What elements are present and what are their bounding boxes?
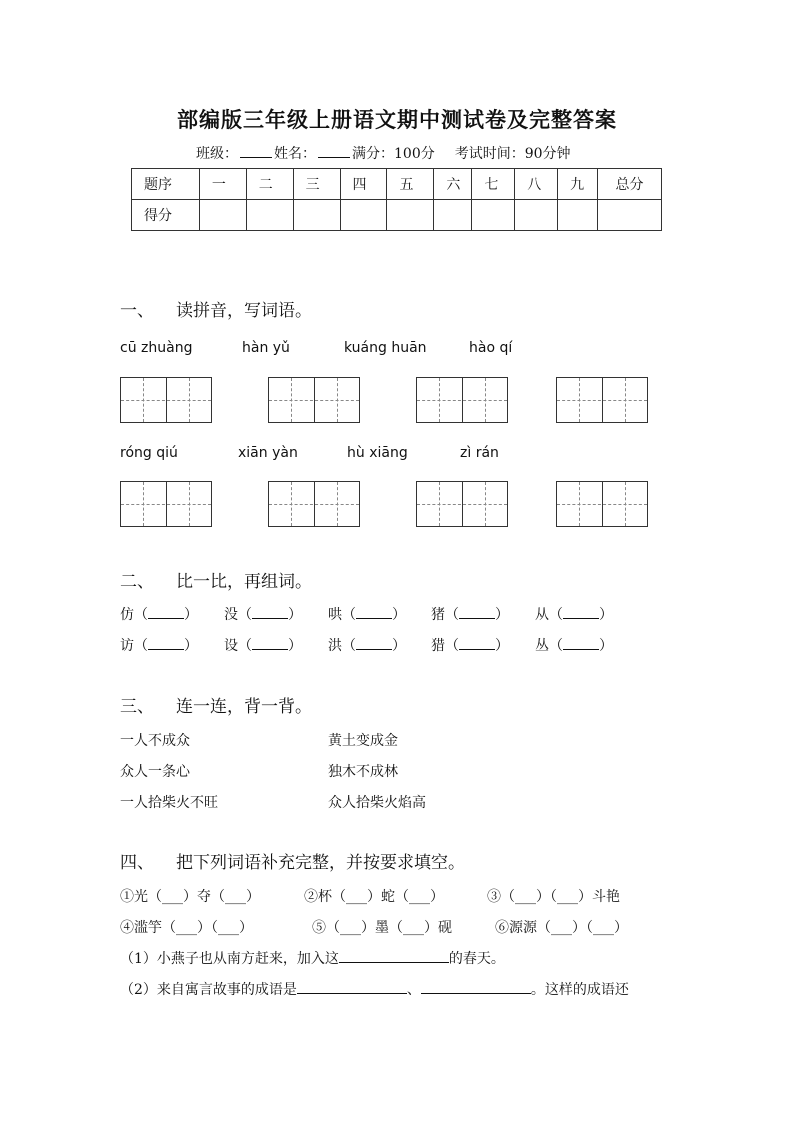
answer-blank[interactable] [421, 981, 531, 994]
score-cell[interactable] [293, 200, 340, 231]
writing-grid[interactable] [556, 481, 648, 527]
student-info-line [196, 143, 571, 163]
match-right-item[interactable]: 独木不成林 [328, 764, 398, 780]
section-1-heading [120, 296, 312, 321]
score-table-header-row [132, 169, 662, 200]
answer-blank[interactable] [459, 606, 495, 619]
compare-item: 访（ ） [120, 638, 198, 654]
score-header-cell: 五 [387, 169, 434, 200]
score-cell[interactable] [558, 200, 598, 231]
writing-grid[interactable] [120, 377, 212, 423]
score-cell[interactable] [387, 200, 434, 231]
score-header-cell: 六 [434, 169, 472, 200]
score-row-label: 得分 [132, 200, 200, 231]
answer-blank[interactable] [148, 637, 184, 650]
section-3-title: 连一连，背一背。 [176, 697, 312, 717]
compare-item: 猪（ ） [431, 607, 509, 623]
compare-item: 丛（ ） [535, 638, 613, 654]
section-2-heading [120, 567, 312, 592]
compare-item: 猎（ ） [431, 638, 509, 654]
section-3-number: 三、 [120, 697, 154, 717]
score-cell[interactable] [434, 200, 472, 231]
score-cell[interactable] [472, 200, 515, 231]
score-table-score-row [132, 200, 662, 231]
match-right-item[interactable]: 黄土变成金 [328, 733, 398, 749]
score-cell[interactable] [515, 200, 558, 231]
match-right-item[interactable]: 众人拾柴火焰高 [328, 795, 426, 811]
pinyin-label: zì rán [460, 445, 499, 461]
answer-blank[interactable] [148, 606, 184, 619]
match-left-item[interactable]: 众人一条心 [120, 764, 190, 780]
compare-item: 设（ ） [224, 638, 302, 654]
score-header-cell: 七 [472, 169, 515, 200]
page-title: 部编版三年级上册语文期中测试卷及完整答案 [177, 107, 617, 132]
pinyin-label: xiān yàn [238, 445, 298, 461]
compare-item: 洪（ ） [328, 638, 406, 654]
pinyin-label: cū zhuàng [120, 340, 193, 356]
section-4-heading [120, 848, 465, 873]
answer-blank[interactable] [356, 637, 392, 650]
answer-blank[interactable] [252, 637, 288, 650]
compare-item: 哄（ ） [328, 607, 406, 623]
idiom-fill-item[interactable]: ③（___）（___）斗艳 [487, 889, 620, 905]
writing-grid[interactable] [268, 481, 360, 527]
score-table [131, 168, 662, 231]
pinyin-label: hù xiāng [347, 445, 408, 461]
score-header-cell: 一 [199, 169, 246, 200]
match-left-item[interactable]: 一人不成众 [120, 733, 190, 749]
class-label: 班级： [196, 146, 238, 162]
pinyin-label: hàn yǔ [242, 340, 290, 356]
score-header-cell: 四 [340, 169, 387, 200]
question-1: （1）小燕子也从南方赶来，加入这 的春天。 [120, 951, 505, 967]
idiom-fill-item[interactable]: ④滥竽（___）（___） [120, 920, 253, 936]
idiom-fill-item[interactable]: ②杯（___）蛇（___） [304, 889, 444, 905]
compare-item: 仿（ ） [120, 607, 198, 623]
idiom-fill-item[interactable]: ⑥源源（___）（___） [495, 920, 628, 936]
score-header-cell: 九 [558, 169, 598, 200]
score-header-cell: 三 [293, 169, 340, 200]
compare-item: 从（ ） [535, 607, 613, 623]
answer-blank[interactable] [459, 637, 495, 650]
answer-blank[interactable] [563, 606, 599, 619]
score-cell[interactable] [246, 200, 293, 231]
score-header-cell: 八 [515, 169, 558, 200]
writing-grid[interactable] [556, 377, 648, 423]
class-blank[interactable] [240, 145, 272, 158]
section-2-number: 二、 [120, 572, 154, 592]
idiom-fill-item[interactable]: ⑤（___）墨（___）砚 [312, 920, 452, 936]
section-1-number: 一、 [120, 301, 154, 321]
score-cell[interactable] [340, 200, 387, 231]
section-4-title: 把下列词语补充完整，并按要求填空。 [176, 853, 465, 873]
section-2-title: 比一比，再组词。 [176, 572, 312, 592]
question-2: （2）来自寓言故事的成语是 、 。这样的成语还 [120, 982, 629, 998]
section-3-heading [120, 692, 312, 717]
name-blank[interactable] [318, 145, 350, 158]
answer-blank[interactable] [356, 606, 392, 619]
pinyin-label: kuáng huān [344, 340, 427, 356]
name-label: 姓名： [274, 146, 316, 162]
idiom-fill-item[interactable]: ①光（___）夺（___） [120, 889, 260, 905]
answer-blank[interactable] [252, 606, 288, 619]
exam-time: 考试时间：90分钟 [454, 146, 571, 162]
pinyin-label: róng qiú [120, 445, 178, 461]
writing-grid[interactable] [416, 377, 508, 423]
writing-grid[interactable] [120, 481, 212, 527]
match-left-item[interactable]: 一人拾柴火不旺 [120, 795, 218, 811]
writing-grid[interactable] [416, 481, 508, 527]
score-cell[interactable] [598, 200, 662, 231]
answer-blank[interactable] [563, 637, 599, 650]
score-cell[interactable] [199, 200, 246, 231]
pinyin-label: hào qí [469, 340, 513, 356]
compare-item: 没（ ） [224, 607, 302, 623]
answer-blank[interactable] [297, 981, 407, 994]
score-header-cell: 二 [246, 169, 293, 200]
writing-grid[interactable] [268, 377, 360, 423]
full-score: 满分：100分 [352, 146, 435, 162]
answer-blank[interactable] [339, 950, 449, 963]
score-header-cell: 题序 [132, 169, 200, 200]
score-header-cell: 总分 [598, 169, 662, 200]
section-1-title: 读拼音，写词语。 [176, 301, 312, 321]
section-4-number: 四、 [120, 853, 154, 873]
